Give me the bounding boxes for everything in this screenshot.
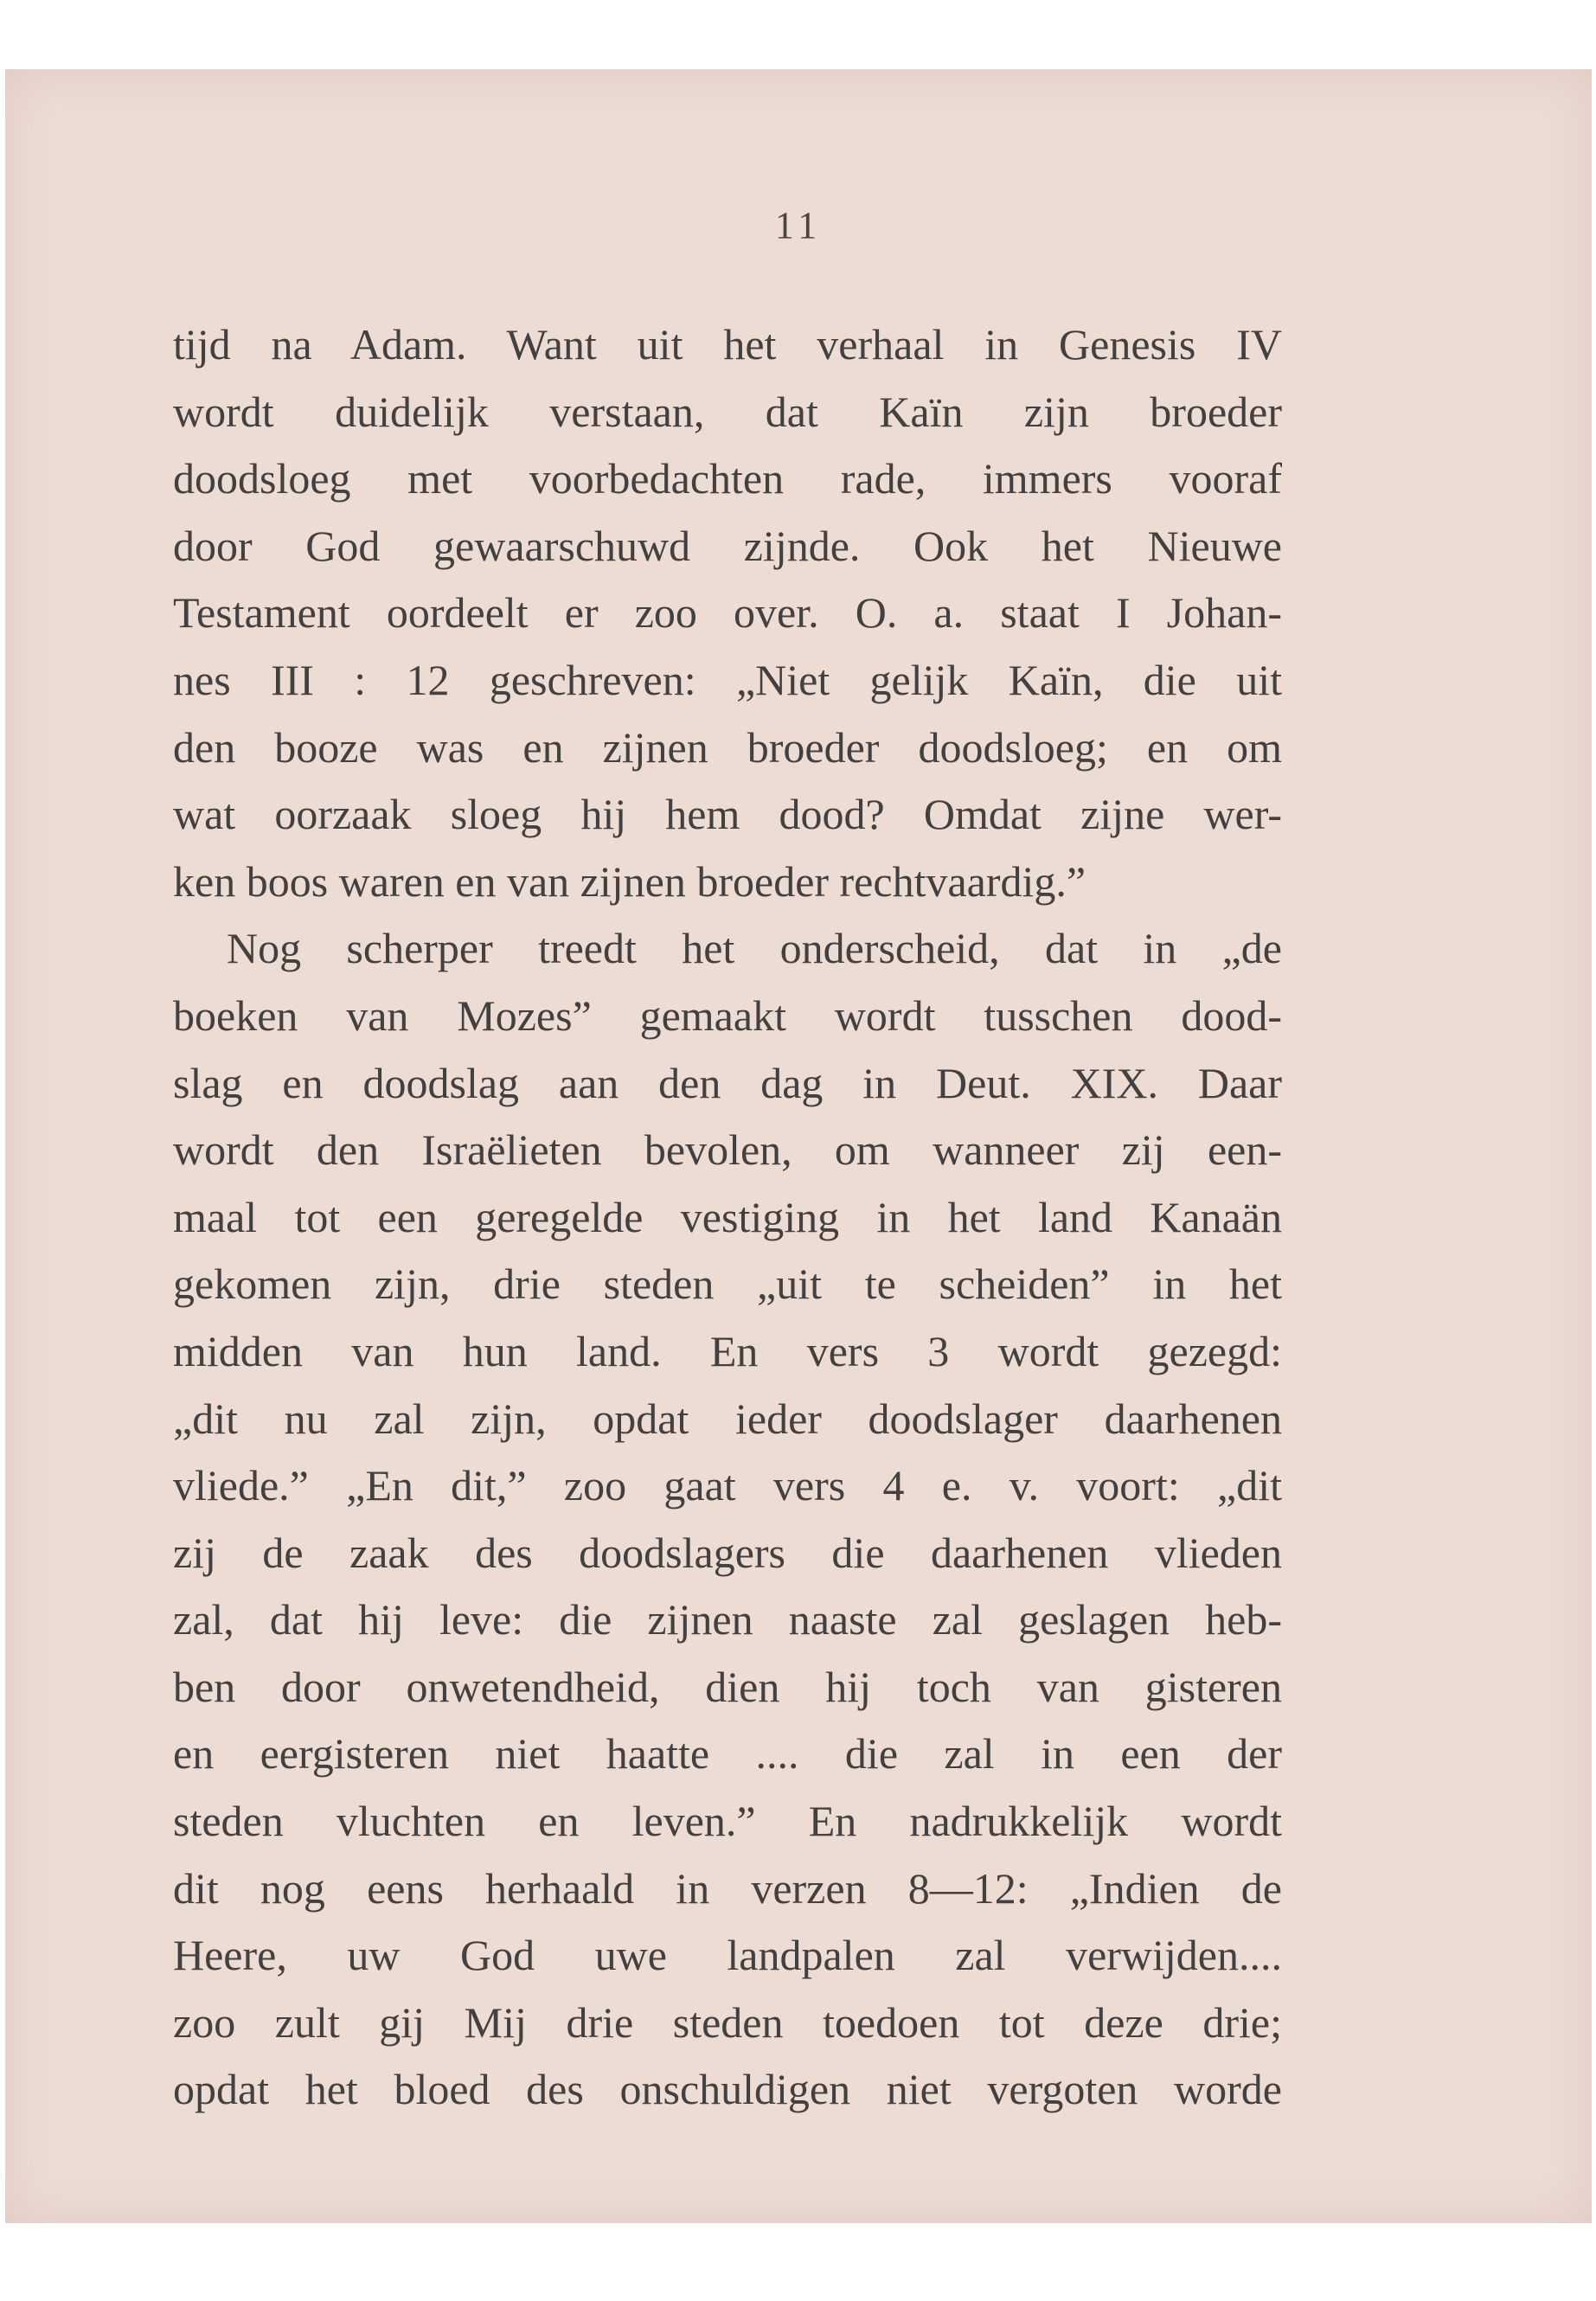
text-line: wordt duidelijk verstaan, dat Kaïn zijn broeder xyxy=(173,387,1282,436)
text-line: vliede.” „En dit,” zoo gaat vers 4 e. v. voort: „dit xyxy=(173,1461,1282,1510)
text-line: ken boos waren en van zijnen broeder rechtvaardig.” xyxy=(173,856,1086,906)
text-line: nes III : 12 geschreven: „Niet gelijk Kaïn, die uit xyxy=(173,655,1282,704)
page-number: 11 xyxy=(774,204,823,247)
text-line: zij de zaak des doodslagers die daarhenen vlieden xyxy=(173,1528,1282,1577)
text-line: opdat het bloed des onschuldigen niet vergoten worde xyxy=(173,2065,1282,2114)
text-line: steden vluchten en leven.” En nadrukkelijk wordt xyxy=(173,1797,1282,1846)
text-line: zal, dat hij leve: die zijnen naaste zal geslagen heb- xyxy=(173,1595,1282,1644)
text-line: „dit nu zal zijn, opdat ieder doodslager daarhenen xyxy=(173,1394,1282,1443)
text-line: ben door onwetendheid, dien hij toch van gisteren xyxy=(173,1662,1282,1711)
text-line: Heere, uw God uwe landpalen zal verwijden.... xyxy=(173,1931,1282,1980)
text-line: slag en doodslag aan den dag in Deut. XIX. Daar xyxy=(173,1058,1282,1107)
text-line: den booze was en zijnen broeder doodsloeg; en om xyxy=(173,722,1282,772)
text-line: Testament oordeelt er zoo over. O. a. staat I Johan- xyxy=(173,588,1282,638)
text-line: en eergisteren niet haatte .... die zal in een der xyxy=(173,1729,1282,1779)
text-line: door God gewaarschuwd zijnde. Ook het Nieuwe xyxy=(173,521,1282,570)
text-line: midden van hun land. En vers 3 wordt gezegd: xyxy=(173,1326,1282,1375)
text-line: maal tot een geregelde vestiging in het land Kanaän xyxy=(173,1192,1282,1241)
text-line: wordt den Israëlieten bevolen, om wanneer zij een- xyxy=(173,1125,1282,1175)
text-line: boeken van Mozes” gemaakt wordt tusschen dood- xyxy=(173,990,1282,1040)
text-line: gekomen zijn, drie steden „uit te scheiden” in het xyxy=(173,1259,1282,1309)
paragraph-first-line: Nog scherper treedt het onderscheid, dat in „de xyxy=(227,924,1282,973)
text-line: wat oorzaak sloeg hij hem dood? Omdat zijne wer- xyxy=(173,790,1282,839)
book-page xyxy=(5,69,1592,2223)
body-text xyxy=(173,311,1282,2124)
text-line: tijd na Adam. Want uit het verhaal in Genesis IV xyxy=(173,320,1282,369)
text-line: dit nog eens herhaald in verzen 8—12: „Indien de xyxy=(173,1863,1282,1913)
text-line: doodsloeg met voorbedachten rade, immers vooraf xyxy=(173,454,1282,503)
text-line: zoo zult gij Mij drie steden toedoen tot deze drie; xyxy=(173,1997,1282,2047)
